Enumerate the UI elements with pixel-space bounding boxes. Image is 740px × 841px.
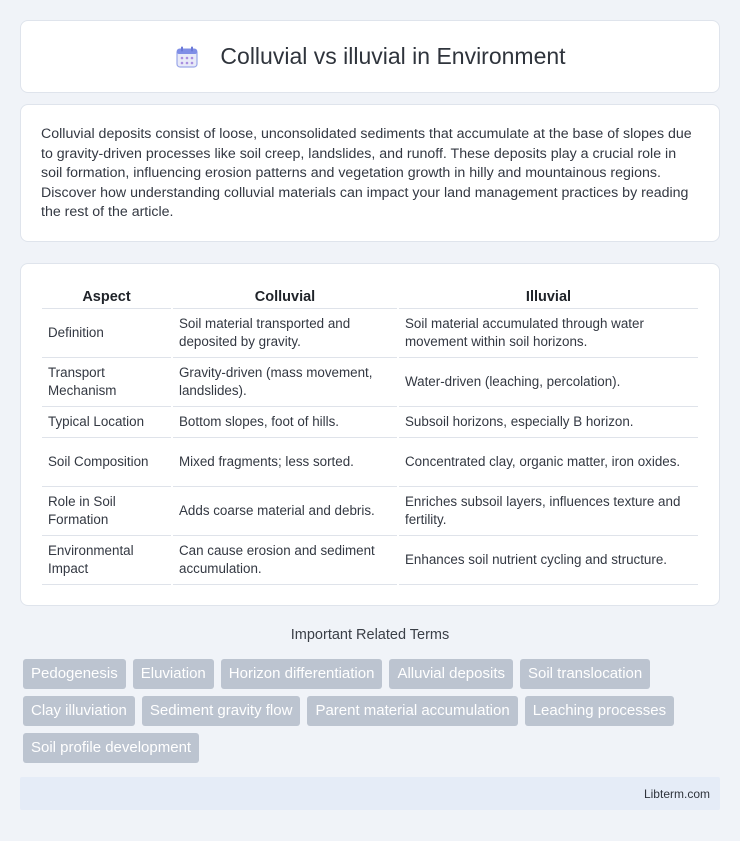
table-cell-illuvial: Enhances soil nutrient cycling and structure. — [398, 535, 698, 584]
table-cell-aspect: Environmental Impact — [42, 535, 172, 584]
table-cell-illuvial: Enriches subsoil layers, influences texture and fertility. — [398, 486, 698, 535]
comparison-table — [42, 284, 698, 585]
calendar-icon — [174, 44, 200, 70]
table-cell-colluvial: Adds coarse material and debris. — [172, 486, 398, 535]
related-term-tag[interactable]: Parent material accumulation — [307, 696, 517, 726]
footer-link[interactable]: Libterm.com — [643, 786, 710, 801]
related-term-tag[interactable]: Soil profile development — [23, 733, 199, 763]
table-cell-illuvial: Soil material accumulated through water movement within soil horizons. — [398, 308, 698, 357]
related-term-tag[interactable]: Pedogenesis — [23, 659, 126, 689]
table-row — [42, 535, 698, 584]
table-cell-illuvial: Water-driven (leaching, percolation). — [398, 357, 698, 406]
related-term-tag[interactable]: Horizon differentiation — [221, 659, 383, 689]
footer — [20, 777, 720, 810]
table-row — [42, 437, 698, 486]
table-row — [42, 308, 698, 357]
page-title: Colluvial vs illuvial in Environment — [220, 43, 566, 69]
table-row — [42, 357, 698, 406]
table-row — [42, 406, 698, 437]
table-cell-aspect: Typical Location — [42, 406, 172, 437]
table-cell-aspect: Transport Mechanism — [42, 357, 172, 406]
table-cell-colluvial: Soil material transported and deposited by gravity. — [172, 308, 398, 357]
related-term-tag[interactable]: Alluvial deposits — [389, 659, 513, 689]
related-term-tag[interactable]: Soil translocation — [520, 659, 650, 689]
header-card — [20, 20, 720, 93]
related-term-tag[interactable]: Sediment gravity flow — [142, 696, 301, 726]
column-header-aspect: Aspect — [42, 284, 172, 308]
table-cell-colluvial: Gravity-driven (mass movement, landslides). — [172, 357, 398, 406]
intro-card — [20, 104, 720, 242]
related-terms-heading: Important Related Terms — [290, 627, 450, 643]
column-header-colluvial: Colluvial — [172, 284, 398, 308]
table-cell-colluvial: Can cause erosion and sediment accumulation. — [172, 535, 398, 584]
table-cell-colluvial: Mixed fragments; less sorted. — [172, 437, 398, 486]
table-row — [42, 486, 698, 535]
related-term-tag[interactable]: Clay illuviation — [23, 696, 135, 726]
table-cell-aspect: Definition — [42, 308, 172, 357]
table-cell-illuvial: Concentrated clay, organic matter, iron oxides. — [398, 437, 698, 486]
table-header-row — [42, 284, 698, 308]
related-term-tag[interactable]: Eluviation — [133, 659, 214, 689]
related-term-tag[interactable]: Leaching processes — [525, 696, 674, 726]
table-cell-illuvial: Subsoil horizons, especially B horizon. — [398, 406, 698, 437]
related-terms-list — [23, 659, 723, 763]
comparison-card — [20, 263, 720, 606]
table-cell-aspect: Soil Composition — [42, 437, 172, 486]
intro-text: Colluvial deposits consist of loose, unconsolidated sediments that accumulate at the base of slopes due to gravity-driven processes like soil creep, landslides, and runoff. These deposits play a crucial role in soil formation, influencing erosion patterns and vegetation growth in hilly and mountainous regions. Discover how understanding colluvial materials can impact your land management practices by reading the rest of the article. — [41, 126, 692, 221]
table-cell-aspect: Role in Soil Formation — [42, 486, 172, 535]
table-cell-colluvial: Bottom slopes, foot of hills. — [172, 406, 398, 437]
column-header-illuvial: Illuvial — [398, 284, 698, 308]
